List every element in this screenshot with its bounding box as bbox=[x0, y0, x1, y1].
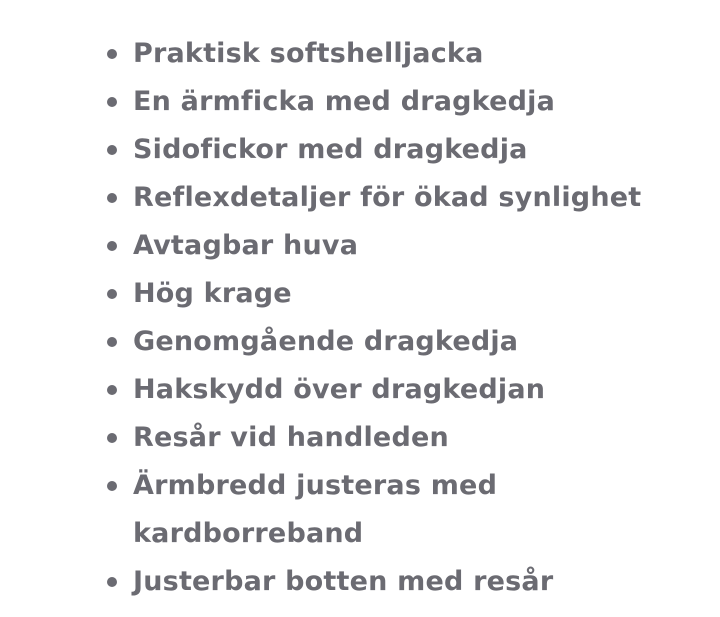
feature-text: Resår vid handleden bbox=[133, 422, 449, 453]
bullet-icon bbox=[107, 433, 117, 443]
bullet-icon bbox=[107, 481, 117, 491]
bullet-icon bbox=[107, 49, 117, 59]
feature-item bbox=[133, 318, 673, 366]
feature-text: Avtagbar huva bbox=[133, 230, 359, 261]
bullet-icon bbox=[107, 145, 117, 155]
feature-item bbox=[133, 30, 673, 78]
feature-text: Justerbar botten med resår bbox=[133, 566, 554, 597]
bullet-icon bbox=[107, 337, 117, 347]
bullet-icon bbox=[107, 97, 117, 107]
bullet-icon bbox=[107, 241, 117, 251]
feature-text: En ärmficka med dragkedja bbox=[133, 86, 556, 117]
bullet-icon bbox=[107, 193, 117, 203]
feature-item bbox=[133, 270, 673, 318]
feature-item bbox=[133, 462, 523, 558]
feature-item bbox=[133, 174, 673, 222]
feature-list bbox=[133, 30, 673, 606]
feature-item bbox=[133, 414, 673, 462]
feature-text: Ärmbredd justeras med kardborreband bbox=[133, 470, 498, 549]
feature-item bbox=[133, 558, 673, 606]
feature-item bbox=[133, 126, 673, 174]
feature-text: Sidofickor med dragkedja bbox=[133, 134, 528, 165]
feature-item bbox=[133, 78, 673, 126]
bullet-icon bbox=[107, 289, 117, 299]
feature-item bbox=[133, 222, 673, 270]
feature-text: Praktisk softshelljacka bbox=[133, 38, 484, 69]
bullet-icon bbox=[107, 577, 117, 587]
feature-text: Genomgående dragkedja bbox=[133, 326, 519, 357]
bullet-icon bbox=[107, 385, 117, 395]
feature-text: Hakskydd över dragkedjan bbox=[133, 374, 546, 405]
feature-text: Reflexdetaljer för ökad synlighet bbox=[133, 182, 642, 213]
feature-item bbox=[133, 366, 673, 414]
feature-text: Hög krage bbox=[133, 278, 292, 309]
